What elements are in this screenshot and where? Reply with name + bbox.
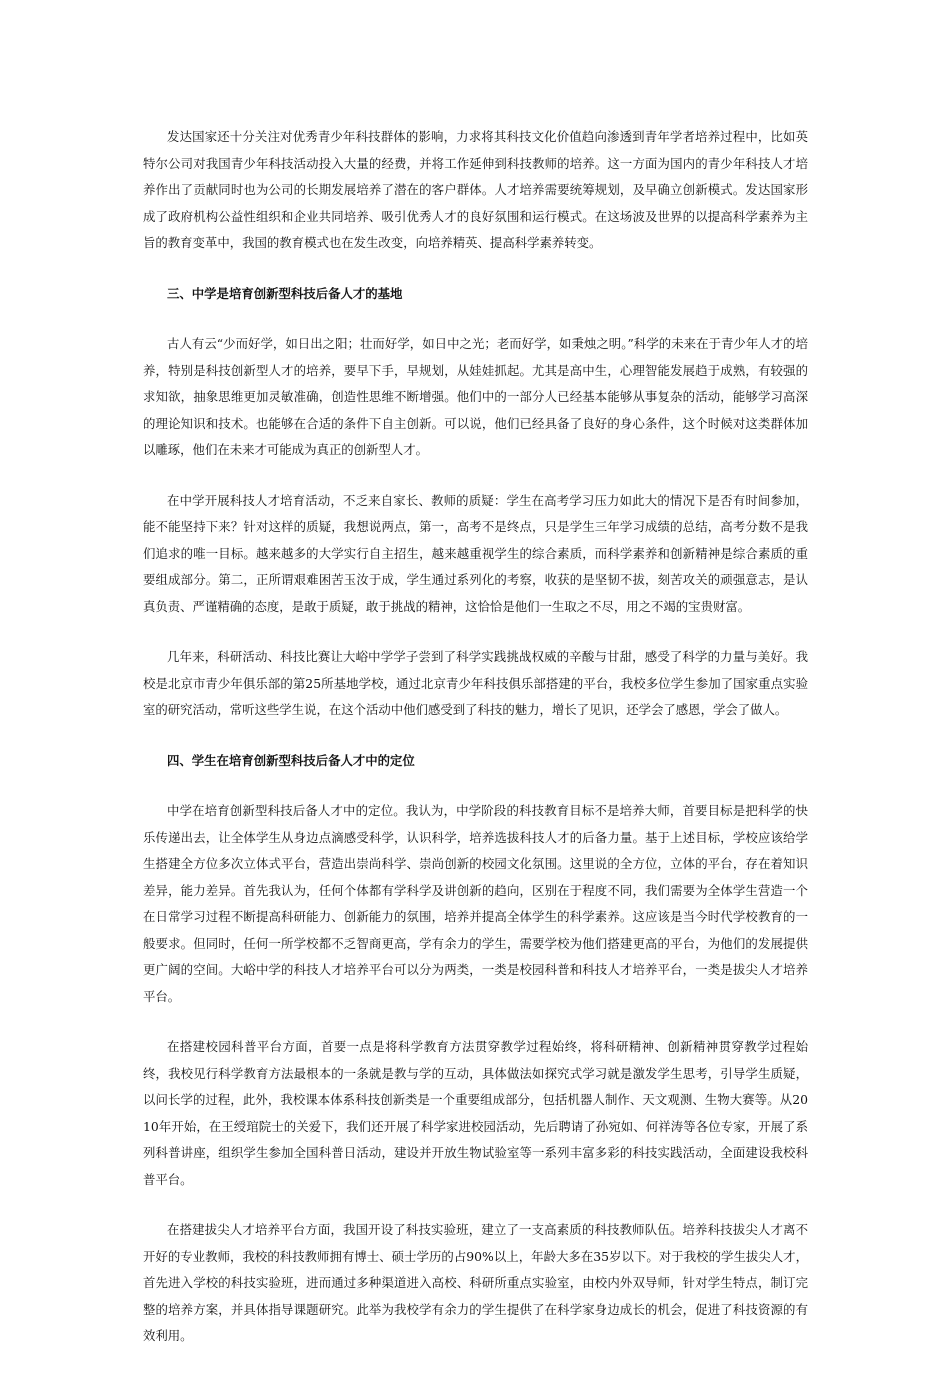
paragraph-top-talent-platform: 在搭建拔尖人才培养平台方面，我国开设了科技实验班，建立了一支高素质的科技教师队伍。培养科技拔尖人才离不开好的专业教师，我校的科技教师拥有博士、硕士学历的占90%以上，年龄大多在35岁以下。对于我校的学生拔尖人才，首先进入学校的科技实验班，进而通过多种渠道进入高校、科研所重点实验室，由校内外双导师，针对学生特点，制订完整的培养方案，并具体指导课题研究。此举为我校学有余力的学生提供了在科学家身边成长的机会，促进了科技资源的有效利用。 [143, 1222, 808, 1343]
paragraph-positioning: 中学在培育创新型科技后备人才中的定位。我认为，中学阶段的科技教育目标不是培养大师，首要目标是把科学的快乐传递出去，让全体学生从身边点滴感受科学，认识科学，培养选拔科技人才的后备力量。基于上述目标，学校应该给学生搭建全方位多次立体式平台，营造出崇尚科学、崇尚创新的校园文化氛围。这里说的全方位，立体的平台，存在着知识差异，能力差异。首先我认为，任何个体都有学科学及讲创新的趋向，区别在于程度不同，我们需要为全体学生营造一个在日常学习过程不断提高科研能力、创新能力的氛围，培养并提高全体学生的科学素养。这应该是当今时代学校教育的一般要求。但同时，任何一所学校都不乏智商更高，学有余力的学生，需要学校为他们搭建更高的平台，为他们的发展提供更广阔的空间。大峪中学的科技人才培养平台可以分为两类，一类是校园科普和科技人才培养平台，一类是拔尖人才培养平台。 [143, 803, 808, 1004]
paragraph-doubts: 在中学开展科技人才培育活动，不乏来自家长、教师的质疑：学生在高考学习压力如此大的情况下是否有时间参加，能不能坚持下来？针对这样的质疑，我想说两点，第一，高考不是终点，只是学生三年学习成绩的总结，高考分数不是我们追求的唯一目标。越来越多的大学实行自主招生，越来越重视学生的综合素质，而科学素养和创新精神是综合素质的重要组成部分。第二，正所谓艰难困苦玉汝于成，学生通过系列化的考察，收获的是坚韧不拔，刻苦攻关的顽强意志，是认真负责、严谨精确的态度，是敢于质疑，敢于挑战的精神，这恰恰是他们一生取之不尽，用之不竭的宝贵财富。 [143, 492, 808, 614]
section-heading-4: 四、学生在培育创新型科技后备人才中的定位 [167, 752, 415, 768]
section-heading-3: 三、中学是培育创新型科技后备人才的基地 [167, 285, 403, 301]
document-body [143, 124, 808, 1374]
paragraph-ancient-saying: 古人有云“少而好学，如日出之阳；壮而好学，如日中之光；老而好学，如秉烛之明。”科学的未来在于青少年人才的培养，特别是科技创新型人才的培养，要早下手，早规划，从娃娃抓起。尤其是高中生，心理智能发展趋于成熟，有较强的求知欲，抽象思维更加灵敏准确，创造性思维不断增强。他们中的一部分人已经基本能够从事复杂的活动，能够学习高深的理论知识和技术。也能够在合适的条件下自主创新。可以说，他们已经具备了良好的身心条件，这个时候对这类群体加以雕琢，他们在未来才可能成为真正的创新型人才。 [143, 336, 808, 457]
paragraph-intro: 发达国家还十分关注对优秀青少年科技群体的影响，力求将其科技文化价值趋向渗透到青年学者培养过程中，比如英特尔公司对我国青少年科技活动投入大量的经费，并将工作延伸到科技教师的培养。这一方面为国内的青少年科技人才培养作出了贡献同时也为公司的长期发展培养了潜在的客户群体。人才培养需要统筹规划，及早确立创新模式。发达国家形成了政府机构公益性组织和企业共同培养、吸引优秀人才的良好氛围和运行模式。在这场波及世界的以提高科学素养为主旨的教育变革中，我国的教育模式也在发生改变，向培养精英、提高科学素养转变。 [143, 129, 808, 250]
paragraph-campus-platform: 在搭建校园科普平台方面，首要一点是将科学教育方法贯穿教学过程始终，将科研精神、创新精神贯穿教学过程始终，我校见行科学教育方法最根本的一条就是教与学的互动，具体做法如探究式学习就是激发学生思考，引导学生质疑，以问长学的过程，此外，我校课本体系科技创新类是一个重要组成部分，包括机器人制作、天文观测、生物大赛等。从2010年开始，在王绶琯院士的关爱下，我们还开展了科学家进校园活动，先后聘请了孙宛如、何祥涛等各位专家，开展了系列科普讲座，组织学生参加全国科普日活动，建设并开放生物试验室等一系列丰富多彩的科技实践活动，全面建设我校科普平台。 [143, 1039, 808, 1187]
paragraph-recent-years: 几年来，科研活动、科技比赛让大峪中学学子尝到了科学实践挑战权威的辛酸与甘甜，感受了科学的力量与美好。我校是北京市青少年俱乐部的第25所基地学校，通过北京青少年科技俱乐部搭建的平台，我校多位学生参加了国家重点实验室的研究活动，常听这些学生说，在这个活动中他们感受到了科技的魅力，增长了见识，还学会了感恩，学会了做人。 [143, 649, 808, 717]
